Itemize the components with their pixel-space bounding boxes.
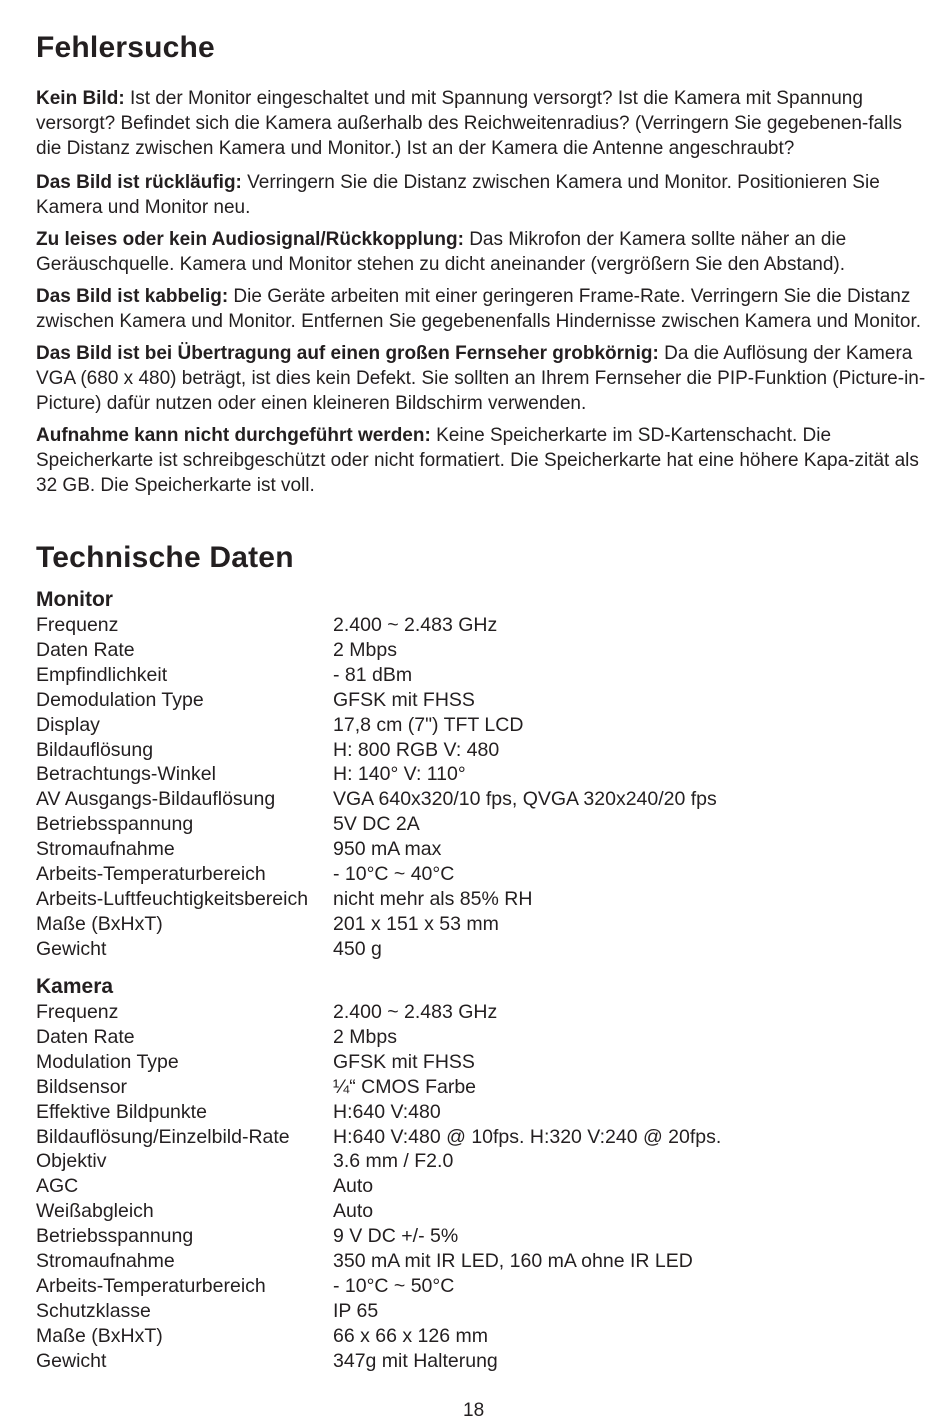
spec-value: Auto (333, 1175, 374, 1198)
monitor-heading: Monitor (36, 588, 113, 611)
spec-value: 66 x 66 x 126 mm (333, 1324, 488, 1347)
spec-value: 350 mA mit IR LED, 160 mA ohne IR LED (333, 1250, 693, 1273)
faq-item (36, 341, 926, 416)
spec-label: Weißabgleich (36, 1200, 154, 1223)
spec-label: AV Ausgangs-Bildauflösung (36, 788, 276, 811)
spec-row (36, 837, 926, 862)
spec-label: Display (36, 713, 100, 736)
faq-answer: Ist der Monitor eingeschaltet und mit Spannung versorgt? Ist die Kamera mit Spannung versorgt? Befindet sich die Kamera außerhalb des Reichweitenradius? (Verringern Sie gegebenen-falls die Distanz zwischen Kamera und Monitor.) Ist an der Kamera die Antenne angeschraubt? (36, 88, 903, 159)
faq-item (36, 86, 926, 161)
spec-row (36, 1149, 926, 1174)
spec-value: H: 800 RGB V: 480 (333, 738, 500, 761)
monitor-specs (36, 587, 926, 962)
spec-row (36, 1050, 926, 1075)
spec-row (36, 613, 926, 638)
faq-answer: Das Mikrofon der Kamera sollte näher an die Geräuschquelle. Kamera und Monitor stehen zu dicht aneinander (vergrößern Sie den Abstand). (36, 229, 847, 275)
faq-item (36, 170, 926, 220)
page-number: 18 (463, 1400, 485, 1421)
spec-row (36, 663, 926, 688)
spec-label: Frequenz (36, 614, 119, 636)
spec-row (36, 1249, 926, 1274)
faq-item (36, 423, 926, 498)
spec-row (36, 912, 926, 937)
spec-label: Bildauflösung (36, 738, 154, 761)
spec-label: Daten Rate (36, 638, 135, 661)
spec-label: Maße (BxHxT) (36, 1324, 163, 1347)
faq-question: Das Bild ist kabbelig: (36, 286, 229, 307)
spec-row (36, 738, 926, 763)
troubleshooting-list (36, 86, 926, 505)
spec-label: Maße (BxHxT) (36, 912, 163, 935)
spec-label: Empfindlichkeit (36, 663, 168, 686)
spec-row (36, 787, 926, 812)
spec-value: H:640 V:480 @ 10fps. H:320 V:240 @ 20fps. (333, 1125, 722, 1148)
spec-label: Frequenz (36, 1001, 119, 1023)
spec-label: Modulation Type (36, 1050, 179, 1073)
spec-label: Arbeits-Temperaturbereich (36, 863, 266, 886)
spec-row (36, 638, 926, 663)
spec-value: IP 65 (333, 1299, 379, 1322)
spec-value: Auto (333, 1200, 374, 1223)
spec-value: 2.400 ~ 2.483 GHz (333, 614, 498, 636)
faq-question: Zu leises oder kein Audiosignal/Rückkopplung: (36, 229, 464, 250)
spec-label: Betrachtungs-Winkel (36, 763, 216, 786)
spec-label: Betriebsspannung (36, 1225, 194, 1248)
spec-label: Objektiv (36, 1150, 107, 1173)
spec-value: H: 140° V: 110° (333, 763, 466, 786)
spec-value: H:640 V:480 (333, 1100, 441, 1123)
spec-value: 347g mit Halterung (333, 1349, 498, 1372)
faq-item (36, 227, 926, 277)
spec-row (36, 1075, 926, 1100)
spec-value: 2.400 ~ 2.483 GHz (333, 1001, 498, 1023)
spec-value: - 10°C ~ 50°C (333, 1274, 455, 1297)
spec-label: Gewicht (36, 937, 107, 960)
camera-heading: Kamera (36, 975, 114, 998)
spec-label: Gewicht (36, 1349, 107, 1372)
spec-value: - 10°C ~ 40°C (333, 863, 455, 886)
spec-label: Effektive Bildpunkte (36, 1100, 207, 1123)
spec-label: Arbeits-Luftfeuchtigkeitsbereich (36, 887, 309, 910)
spec-value: 2 Mbps (333, 1025, 397, 1048)
spec-row (36, 862, 926, 887)
faq-answer: Verringern Sie die Distanz zwischen Kamera und Monitor. Positionieren Sie Kamera und Monitor neu. (36, 172, 880, 218)
spec-value: 17,8 cm (7") TFT LCD (333, 713, 524, 736)
spec-label: Bildauflösung/Einzelbild-Rate (36, 1125, 290, 1148)
faq-answer: Die Geräte arbeiten mit einer geringeren Frame-Rate. Verringern Sie die Distanz zwischen Kamera und Monitor. Entfernen Sie gegebenenfalls Hindernisse zwischen Kamera und Monitor. (36, 286, 922, 332)
spec-row (36, 887, 926, 912)
spec-value: 450 g (333, 937, 382, 960)
spec-value: 950 mA max (333, 838, 442, 861)
spec-label: Stromaufnahme (36, 838, 175, 861)
spec-label: AGC (36, 1175, 79, 1198)
spec-row (36, 1199, 926, 1224)
spec-label: Schutzklasse (36, 1299, 151, 1322)
spec-row (36, 812, 926, 837)
faq-answer: Keine Speicherkarte im SD-Kartenschacht. Die Speicherkarte ist schreibgeschützt oder nicht formatiert. Die Speicherkarte hat eine höhere Kapa-zität als 32 GB. Die Speicherkarte ist voll. (36, 425, 919, 496)
spec-row (36, 1349, 926, 1374)
spec-label: Arbeits-Temperaturbereich (36, 1274, 266, 1297)
spec-row (36, 1324, 926, 1349)
spec-row (36, 713, 926, 738)
spec-label: Stromaufnahme (36, 1250, 175, 1273)
spec-label: Demodulation Type (36, 688, 204, 711)
troubleshooting-title: Fehlersuche (36, 31, 215, 64)
spec-value: 5V DC 2A (333, 813, 420, 836)
spec-value: 3.6 mm / F2.0 (333, 1150, 454, 1173)
spec-row (36, 1025, 926, 1050)
spec-value: GFSK mit FHSS (333, 688, 475, 711)
faq-question: Das Bild ist bei Übertragung auf einen großen Fernseher grobkörnig: (36, 343, 659, 364)
spec-value: 201 x 151 x 53 mm (333, 912, 499, 935)
spec-row (36, 1299, 926, 1324)
spec-row (36, 1100, 926, 1125)
spec-row (36, 1174, 926, 1199)
spec-row (36, 937, 926, 962)
faq-item (36, 284, 926, 334)
spec-value: 9 V DC +/- 5% (333, 1225, 459, 1248)
spec-label: Daten Rate (36, 1025, 135, 1048)
spec-row (36, 1125, 926, 1150)
spec-value: GFSK mit FHSS (333, 1050, 475, 1073)
spec-label: Bildsensor (36, 1075, 128, 1098)
spec-row (36, 1000, 926, 1025)
spec-label: Betriebsspannung (36, 813, 194, 836)
faq-question: Das Bild ist rückläufig: (36, 172, 242, 193)
spec-value: 2 Mbps (333, 638, 397, 661)
spec-row (36, 762, 926, 787)
specs-title: Technische Daten (36, 541, 294, 574)
spec-value: ¼“ CMOS Farbe (333, 1075, 477, 1098)
faq-question: Kein Bild: (36, 88, 125, 109)
camera-specs (36, 974, 926, 1374)
faq-question: Aufnahme kann nicht durchgeführt werden: (36, 425, 431, 446)
spec-value: nicht mehr als 85% RH (333, 887, 533, 910)
spec-row (36, 688, 926, 713)
spec-value: - 81 dBm (333, 663, 413, 686)
spec-value: VGA 640x320/10 fps, QVGA 320x240/20 fps (333, 788, 717, 811)
faq-answer: Da die Auflösung der Kamera VGA (680 x 480) beträgt, ist dies kein Defekt. Sie sollten an Ihrem Fernseher die PIP-Funktion (Picture-in-Picture) dafür nutzen oder einen kleineren Bildschirm verwenden. (36, 343, 926, 414)
spec-row (36, 1224, 926, 1249)
spec-row (36, 1274, 926, 1299)
